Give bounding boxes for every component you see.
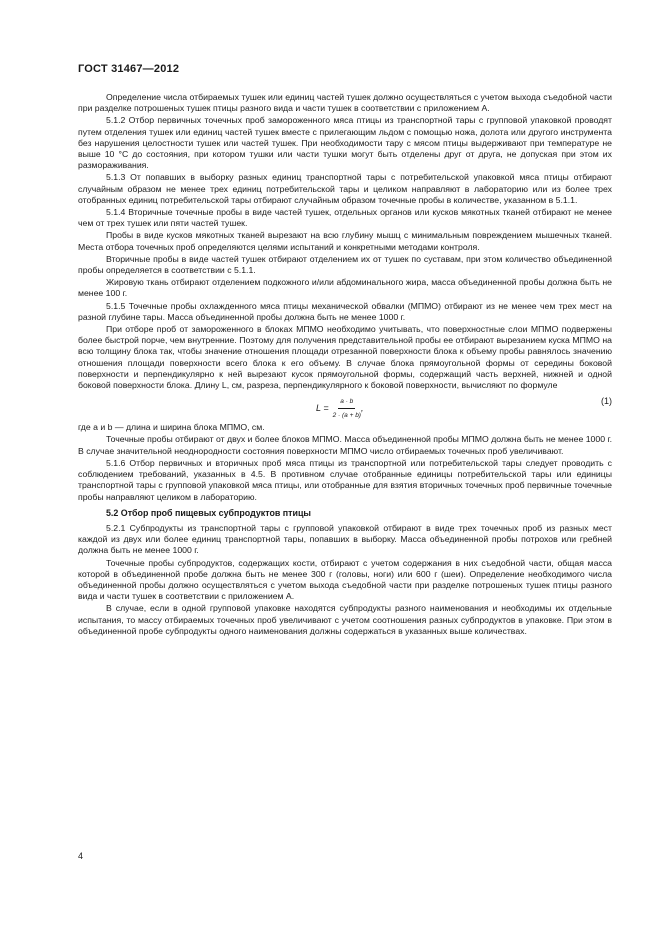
paragraph: Точечные пробы субпродуктов, содержащих кости, отбирают с учетом содержания в них съедобной части, общая масса которой в объединенной пробе должна быть не менее 300 г (головы, ноги) или 600 г (шеи). Определение необходимого числа объединенной пробы должно осуществляться с учетом выхода съедобной части при разделке потрошеных тушек птицы разного вида и части тушек в соответствии с приложением А. [78,557,612,602]
paragraph: Жировую ткань отбирают отделением подкожного и/или абдоминального жира, масса объединенной пробы должна быть не менее 100 г. [78,277,612,299]
equation-number: (1) [601,396,612,407]
section-heading-5-2: 5.2 Отбор проб пищевых субпродуктов птицы [106,507,312,518]
paragraph: В случае, если в одной групповой упаковке находятся субпродукты разного наименования и необходимы их отдельные испытания, то массу отбираемых точечных проб увеличивают с учетом соотношения разных субпродуктов в упаковке. При этом в объединенной пробе субпродукты одного наименования должны содержаться в указанных выше количествах. [78,603,612,636]
formula-numerator: a · b [338,396,355,409]
document-body [78,92,612,637]
page-number: 4 [78,851,84,861]
formula-where-line: где a и b — длина и ширина блока МПМО, см. [78,422,265,433]
formula [316,396,363,421]
paragraph-5-1-2: 5.1.2 Отбор первичных точечных проб замороженного мяса птицы из транспортной тары с групповой упаковкой проводят путем отделения тушек или единиц частей тушек вместе с прилегающим льдом с помощью ножа, долота или другого инструмента без нарушения целостности тушек или частей тушек. При необходимости тару с мясом птицы выдерживают при температуре не выше 10 °С до состояния, при котором тушки или части тушки могут быть отделены друг от друга, не допуская при этом их размораживания. [78,115,612,171]
paragraph: Пробы в виде кусков мякотных тканей вырезают на всю глубину мышц с минимальным повреждением мышечных тканей. Места отбора точечных проб определяются целями испытаний и конкретными методами контроля. [78,230,612,252]
paragraph-5-1-4: 5.1.4 Вторичные точечные пробы в виде частей тушек, отдельных органов или кусков мякотных тканей отбирают не менее чем от трех тушек или пяти частей тушек. [78,207,612,229]
paragraph: Определение числа отбираемых тушек или единиц частей тушек должно осуществляться с учетом выхода съедобной части при разделке потрошеных тушек птицы разного вида и части тушек в соответствии с приложением А. [78,92,612,114]
paragraph-5-1-6: 5.1.6 Отбор первичных и вторичных проб мяса птицы из транспортной или потребительской тары следует проводить с соблюдением требований, указанных в 4.5. В противном случае отобранные единицы потребительской тары или единицы транспортной тары с групповой упаковкой мяса птицы, или отобранные для взятия вторичных точечных проб первичные точечные пробы направляют целиком в лабораторию. [78,457,612,502]
paragraph: Точечные пробы отбирают от двух и более блоков МПМО. Масса объединенной пробы МПМО должна быть не менее 1000 г. В случае значительной неоднородности состояния поверхности МПМО число отбираемых точечных проб увеличивают. [78,434,612,456]
formula-trailing: , [360,403,364,414]
formula-lhs: L = [316,403,329,414]
formula-block [78,393,612,419]
formula-fraction [333,396,361,421]
formula-denominator: 2 · (a + b) [332,412,361,420]
paragraph: Вторичные пробы в виде частей тушек отбирают отделением их от тушек по суставам, при этом количество объединенной пробы определяется в соответствии с 5.1.1. [78,253,612,276]
document-header: ГОСТ 31467—2012 [78,63,180,75]
paragraph-5-1-5: 5.1.5 Точечные пробы охлажденного мяса птицы механической обвалки (МПМО) отбирают из не менее чем трех мест на разной глубине тары. Масса объединенной пробы должна быть не менее 1000 г. [78,300,612,322]
paragraph-5-2-1: 5.2.1 Субпродукты из транспортной тары с групповой упаковкой отбирают в виде трех точечных проб из разных мест каждой из двух или более единиц транспортной тары, попавших в выборку. Масса объединенной пробы потрохов или гребней должна быть не менее 1000 г. [78,522,612,556]
paragraph: При отборе проб от замороженного в блоках МПМО необходимо учитывать, что поверхностные слои МПМО подвержены более быстрой порче, чем внутренние. Поэтому для получения представительной пробы ее отбирают вырезанием куска МПМО на всю толщину блока так, чтобы значение отношения площади отрезанной поверхности блока к объему пробы равнялось значению отношения площади поверхности всего блока к его объему. В случае блока прямоугольной формы от середины боковой поверхности и перпендикулярно к ней вырезают кусок прямоугольной формы, содержащий часть верхней, нижней и одной боковой поверхности блока. Длину L, см, разреза, перпендикулярного к боковой поверхности, вычисляют по формуле [78,324,612,391]
paragraph-5-1-3: 5.1.3 От попавших в выборку разных единиц транспортной тары с потребительской упаковкой мяса птицы отбирают случайным образом не менее трех единиц потребительской тары и целиком направляют в лабораторию или из более трех отобранных единиц потребительской тары отбирают случайным образом точечные пробы в количестве, указанном в 5.1.1. [78,172,612,205]
